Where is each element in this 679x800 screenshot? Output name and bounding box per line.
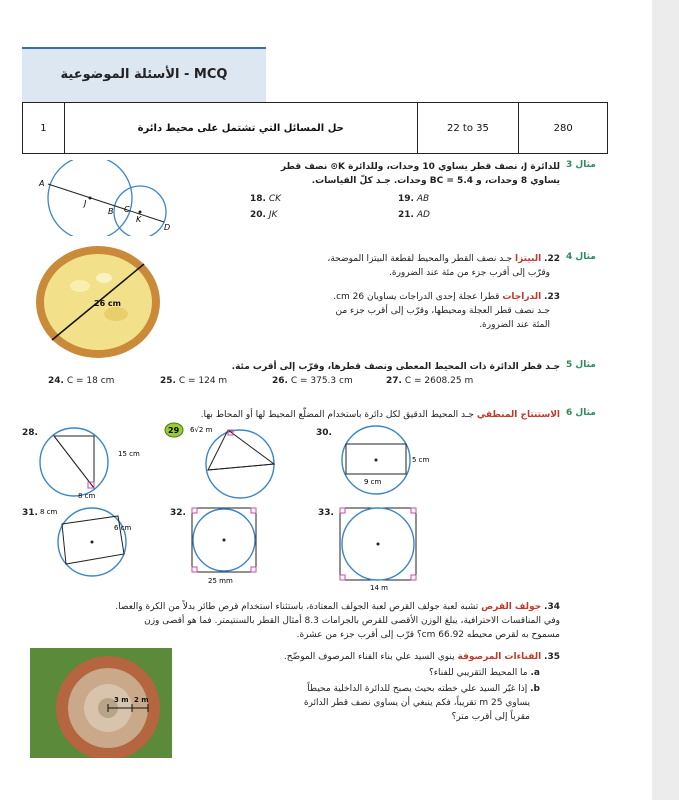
point-a-label: A <box>39 179 45 188</box>
patio-picture <box>30 648 172 758</box>
figure-33 <box>336 504 422 592</box>
mcq-title: الأسئلة الموضوعية - MCQ <box>60 67 228 82</box>
example-3-line1: للدائرة J، نصف قطر يساوي 10 وحدات، وللدائرة K⊙ نصف قطر <box>280 162 560 172</box>
figure-31 <box>36 504 154 580</box>
question-32-number: 32. <box>170 508 186 518</box>
example-3-label: مثال 3 <box>566 160 596 170</box>
figure-33-side: 14 m <box>370 584 388 592</box>
header-cell-page: 280 <box>553 122 573 134</box>
figure-30 <box>332 424 452 504</box>
question-33-number: 33. <box>318 508 334 518</box>
question-23-line1: 23. الدراجات قطرا عجلة إحدى الدراجات يساويان 26 cm. <box>333 292 560 302</box>
figure-29-number-badge <box>164 422 184 438</box>
question-34-line2: وفي المناقسات الاحترافية، يبلغ الوزن الأقصى للقرص بالجرامات 8.3 أمثال القطر بالسنتيمتر. فما هو أقصى وزن <box>144 616 560 626</box>
point-b-label: B <box>108 207 114 216</box>
question-23-line3: المئة عند الضرورة. <box>479 320 550 330</box>
svg-text:29: 29 <box>168 426 180 435</box>
question-21: 21. AD <box>398 210 430 220</box>
question-18: 18. CK <box>250 194 282 204</box>
example-6-text: الاستنتاج المنطقي جـد المحيط الدقيق لكل دائرة باستخدام المضلّع المحيط لها أو المحاط بها. <box>200 410 560 420</box>
figure-31-side-a: 8 cm <box>40 508 58 516</box>
patio-ring-width: 2 m <box>134 696 149 704</box>
point-d-label: D <box>164 223 171 232</box>
question-25: 25. C = 124 m <box>160 376 228 386</box>
figure-28-side-a: 15 cm <box>118 450 140 458</box>
question-24: 24. C = 18 cm <box>48 376 115 386</box>
question-27: 27. C = 2608.25 m <box>386 376 474 386</box>
point-j-label: J <box>84 199 87 208</box>
figure-32-side: 25 mm <box>208 577 233 585</box>
question-26: 26. C = 375.3 cm <box>272 376 353 386</box>
patio-inner-radius: 3 m <box>114 696 129 704</box>
example-3-line2: يساوي 8 وحدات، و BC = 5.4 وحدات. جـد كلّ القياسات. <box>311 176 560 186</box>
figure-28-side-b: 8 cm <box>78 492 96 500</box>
question-22-line2: وقرّب إلى أقرب جزء من مئة عند الضرورة. <box>389 268 550 278</box>
example-4-label: مثال 4 <box>566 252 596 262</box>
figure-30-side-b: 9 cm <box>364 478 382 486</box>
question-22-line1: 22. البيتزا جـد نصف القطر والمحيط لقطعة البيتزا الموضحة، <box>327 254 560 264</box>
question-34-line1: 34. جولف القرص تشبه لعبة جولف القرص لعبة الجولف المعتادة، باستثناء استخدام قرص طائر بدلاً من الكرة والعصا. <box>115 602 560 612</box>
header-cell-number: 1 <box>23 103 65 153</box>
question-28-number: 28. <box>22 428 38 438</box>
pizza-diameter-label: 26 cm <box>94 299 121 308</box>
example-6-label: مثال 6 <box>566 408 596 418</box>
question-19: 19. AB <box>398 194 430 204</box>
question-35-b-line2: يساوي 25 m تقريباً، فكم ينبغي أن يساوي نصف قطر الدائرة <box>303 698 530 708</box>
figure-32 <box>188 504 262 586</box>
pizza-picture <box>34 244 162 360</box>
figure-29-side: 6√2 m <box>190 426 213 434</box>
figure-28 <box>38 424 148 502</box>
question-31-number: 31. <box>22 508 38 518</box>
figure-29 <box>190 422 294 502</box>
mcq-title-box <box>22 47 266 102</box>
header-cell-lesson: حل المسائل التي تشتمل على محيط دائرة <box>65 103 418 153</box>
side-margin <box>652 0 679 800</box>
question-34-line3: مسموح به لقرص محيطه 66.92 cm؟ قرّب إلى أقرب جزء من عشرة. <box>296 630 560 640</box>
header-cell-range: 22 to 35 <box>418 103 520 153</box>
question-35-intro: 35. القناءات المرصوفة ينوي السيد علي بناء الفناء المرصوف الموضّح. <box>283 652 560 662</box>
question-30-number: 30. <box>316 428 332 438</box>
question-23-line2: جـد نصف قطر العجلة ومحيطها، وقرّب إلى أقرب جزء من <box>335 306 550 316</box>
question-20: 20. JK <box>250 210 278 220</box>
example-5-label: مثال 5 <box>566 360 596 370</box>
lesson-header-table <box>22 102 608 154</box>
question-35-b-line1: b. إذا غيّر السيد علي خطته بحيث يصبح للدائرة الداخلية محيطاً <box>307 684 540 694</box>
example-5-text: جـد قطر الدائرة ذات المحيط المعطى ونصف قطرها، وقرّب إلى أقرب مئة. <box>231 362 560 372</box>
figure-31-side-b: 6 cm <box>114 524 132 532</box>
point-c-label: C <box>124 205 130 214</box>
question-35-a: a. ما المحيط التقريبي للفناء؟ <box>429 668 540 678</box>
figure-30-side-a: 5 cm <box>412 456 430 464</box>
point-k-label: K <box>136 215 142 224</box>
question-35-b-line3: مقرباً إلى أقرب متر؟ <box>451 712 530 722</box>
two-circles-diagram <box>36 160 182 236</box>
